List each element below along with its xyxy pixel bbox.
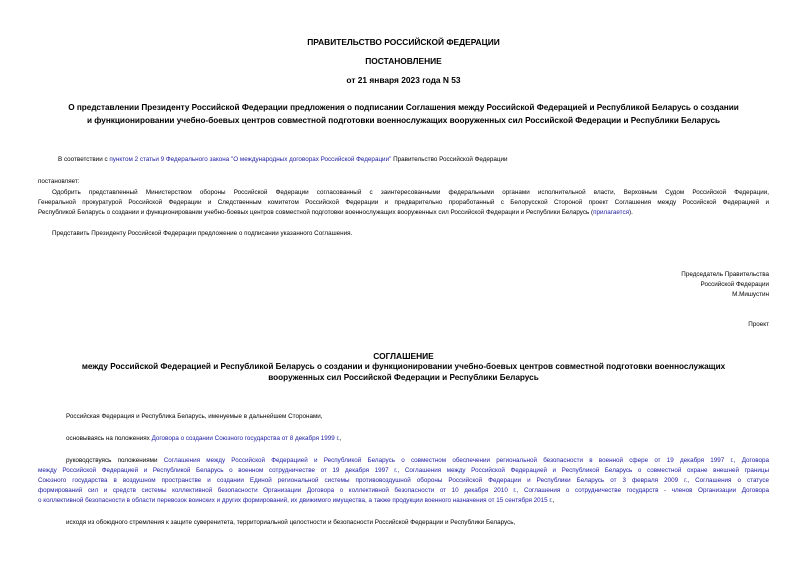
item1-line3 — [38, 209, 633, 216]
issuing-authority: ПРАВИТЕЛЬСТВО РОССИЙСКОЙ ФЕДЕРАЦИИ — [307, 37, 500, 47]
preamble — [58, 156, 508, 163]
agreement-title: СОГЛАШЕНИЕ — [373, 351, 434, 361]
item2: Представить Президенту Российской Федерации предложение о подписании указанного Соглашения. — [52, 230, 353, 237]
guided-by-line3 — [38, 477, 769, 484]
resolves-label: постановляет: — [38, 178, 80, 185]
item1-line1 — [38, 189, 769, 196]
military-cooperation-treaty-link[interactable]: , Договора — [733, 457, 769, 464]
agreement-basis-suffix: , — [339, 435, 342, 442]
transport-cooperation-agreement-link[interactable]: , Соглашения о сотрудничестве государств - членов Организации Договора — [516, 487, 769, 494]
agreement-subtitle-line2: вооруженных сил Российской Федерации и Республики Беларусь — [268, 373, 539, 382]
item1-line1-text: Одобрить представленный Министерством обороны Российской Федерации согласованный с заинтересованными федеральными органами исполнительной власти, Верховным Судом Российской Федерации, — [52, 189, 769, 196]
regional-security-agreement-link[interactable]: Соглашения между Российской Федерацией и Республикой Беларусь о совместном обеспечении региональной безопасности в военной сфере от 19 декабря 1997 г. — [163, 457, 734, 464]
agreement-basis — [66, 435, 342, 442]
agreement-subtitle-line1: между Российской Федерацией и Республикой Беларусь о создании и функционировании учебно-боевых центров совместной подготовки военнослужащих — [81, 362, 726, 371]
item1-line3-end: ). — [629, 209, 633, 216]
item1-line2: Генеральной прокуратурой Российской Федерации и Следственным комитетом Российской Федерации и предварительно проработанный с Белорусской Стороной проект Соглашения между Российской Федерацией и — [38, 199, 769, 206]
transport-cooperation-agreement-link-cont[interactable]: о коллективной безопасности в области перевозок воинских и других формирований, их движимого имущества, а также продукции военного назначения от 15 сентября 2015 г. — [38, 497, 553, 504]
guided-by-end: , — [552, 497, 555, 504]
preamble-prefix: В соответствии с — [58, 156, 110, 163]
document-date-number: от 21 января 2023 года N 53 — [346, 75, 461, 85]
document-type: ПОСТАНОВЛЕНИЕ — [365, 56, 442, 66]
border-protection-agreement-link-cont[interactable]: Союзного государства в воздушном пространстве и создании Единой региональной системы противовоздушной обороны Российской Федерации и Республики Беларусь от 3 февраля 2009 г. — [38, 477, 688, 484]
item1-line3-text: Республикой Беларусь о создании и функционировании учебно-боевых центров совместной подготовки военнослужащих вооруженных сил Российской Федерации и Республики Беларусь ( — [38, 209, 594, 216]
guided-by-line5 — [38, 497, 554, 504]
military-cooperation-treaty-link-cont[interactable]: между Российской Федерацией и Республикой Беларусь о военном сотрудничестве от 19 декабря 1997 г. — [38, 467, 398, 474]
agreement-basis-prefix: основываясь на положениях — [66, 435, 152, 442]
signature-name: М.Мишустин — [732, 291, 769, 298]
agreement-parties: Российская Федерация и Республика Беларусь, именуемые в дальнейшем Сторонами, — [66, 413, 323, 420]
border-protection-agreement-link[interactable]: , Соглашения между Российской Федерацией и Республикой Беларусь о совместной охране внешней границы — [397, 467, 769, 474]
union-state-treaty-link[interactable]: Договора о создании Союзного государства от 8 декабря 1999 г. — [151, 435, 340, 442]
forces-status-agreement-link[interactable]: , Соглашения о статусе — [687, 477, 769, 484]
preamble-suffix: Правительство Российской Федерации — [391, 156, 508, 163]
signature-position-line1: Председатель Правительства — [681, 271, 769, 278]
mutual-aspiration: исходя из обоюдного стремления к защите суверенитета, территориальной целостности и безопасности Российской Федерации и Республики Беларусь, — [66, 519, 516, 526]
attached-link[interactable]: прилагается — [593, 209, 630, 216]
forces-status-agreement-link-cont[interactable]: формирований сил и средств системы коллективной безопасности Организации Договора о коллективной безопасности от 10 декабря 2010 г. — [38, 487, 517, 494]
guided-by-line4 — [38, 487, 769, 494]
federal-law-link[interactable]: пунктом 2 статьи 9 Федерального закона "О международных договорах Российской Федерации" — [109, 156, 392, 163]
guided-by-prefix: руководствуясь положениями — [66, 457, 164, 464]
document-title-line-1: О представлении Президенту Российской Федерации предложения о подписании Соглашения между Российской Федерацией и Республикой Беларусь о создании — [68, 103, 739, 112]
signature-position-line2: Российской Федерации — [700, 281, 769, 288]
document-title-line-2: и функционировании учебно-боевых центров совместной подготовки военнослужащих вооруженных сил Российской Федерации и Республики Беларусь — [86, 116, 721, 125]
guided-by-line1 — [38, 457, 769, 464]
draft-label: Проект — [748, 321, 769, 328]
guided-by-line2 — [38, 467, 769, 474]
